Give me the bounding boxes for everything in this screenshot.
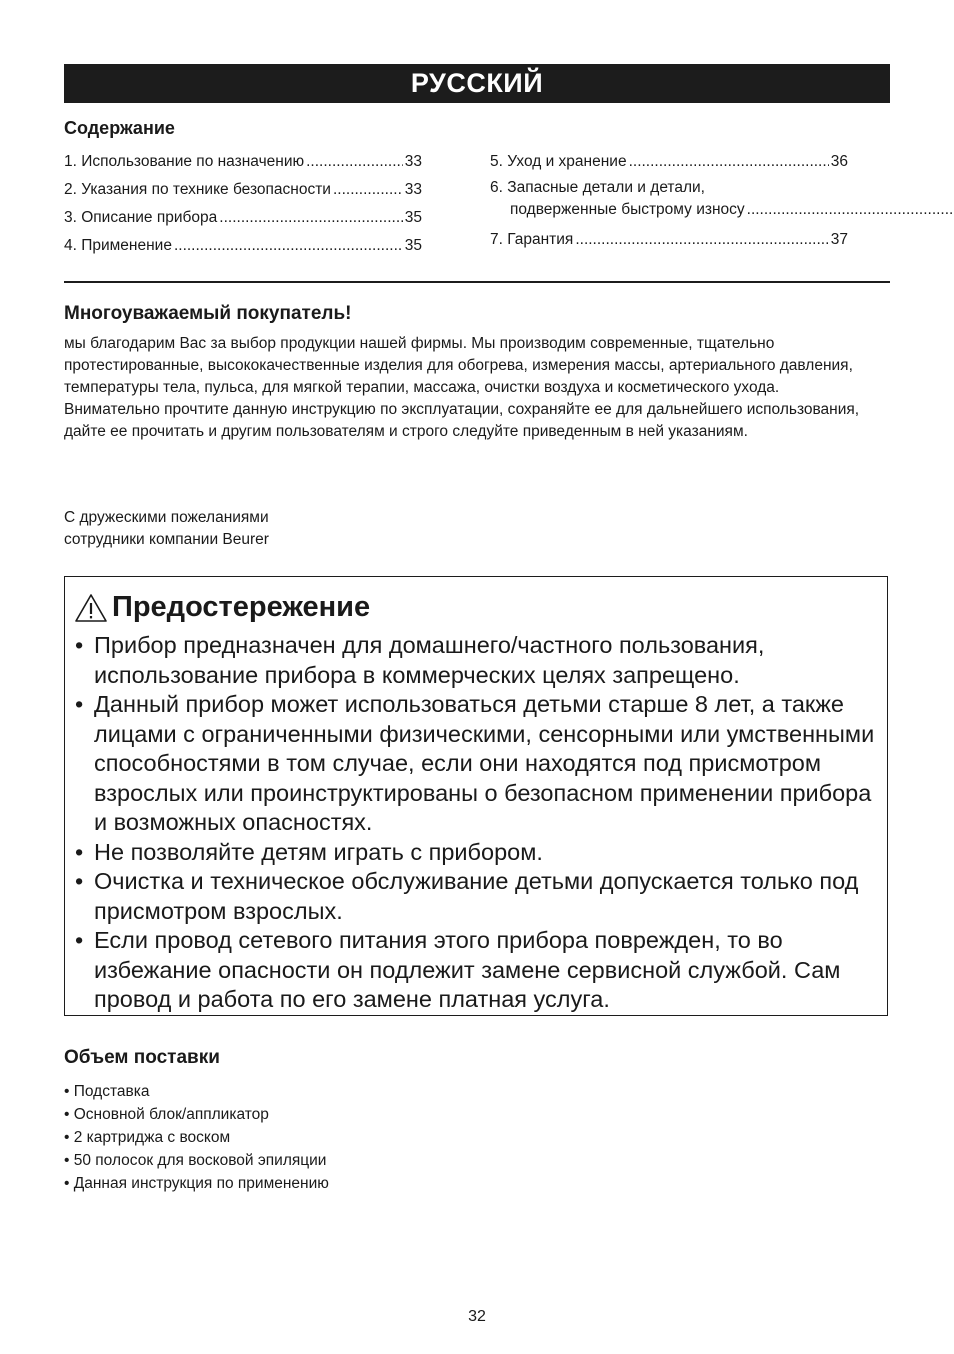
toc-entry-text: 3. Описание прибора: [64, 209, 218, 226]
supply-item: • Подставка: [64, 1083, 150, 1100]
intro-text: [64, 333, 890, 443]
toc-entry[interactable]: [490, 171, 848, 221]
supply-item: • Основной блок/аппликатор: [64, 1106, 269, 1123]
toc-leader-dots: [747, 199, 954, 221]
toc-entry-page: 37: [830, 231, 848, 248]
warning-item: [75, 631, 875, 690]
bullet: •: [75, 868, 84, 894]
toc-entry-text: 7. Гарантия: [490, 231, 574, 248]
warning-item-text: Прибор предназначен для домашнего/частного пользования, использование прибора в коммерческих целях запрещено.: [94, 632, 765, 688]
toc-title: Содержание: [64, 118, 175, 138]
supply-item: • Данная инструкция по применению: [64, 1175, 329, 1192]
bullet: •: [75, 838, 84, 865]
toc-entry-text: 4. Применение: [64, 237, 172, 254]
toc-entry[interactable]: [490, 221, 848, 249]
toc-entry-text: 5. Уход и хранение: [490, 153, 627, 170]
toc-entry-text: 2. Указания по технике безопасности: [64, 181, 331, 198]
supply-item: • 2 картриджа с воском: [64, 1129, 231, 1146]
bullet: •: [75, 927, 84, 953]
toc-leader-dots: [629, 153, 829, 171]
toc-leader-dots: [306, 153, 403, 171]
toc-entry[interactable]: [490, 143, 848, 171]
toc-entry-page: 35: [404, 237, 422, 254]
toc-entry-page: 33: [404, 153, 422, 170]
warning-item-text: Очистка и техническое обслуживание детьми допускается только под присмотром взрослых.: [94, 868, 859, 924]
greeting-heading: Многоуважаемый покупатель!: [64, 303, 352, 324]
warning-box: [64, 576, 888, 1016]
warning-title: Предостережение: [112, 591, 371, 623]
bullet: •: [75, 691, 84, 717]
warning-triangle-icon: [74, 593, 108, 623]
toc-entry-body: [490, 177, 954, 221]
toc-left-column: [64, 143, 422, 255]
toc-entry-line2: [490, 199, 954, 221]
warning-list: [75, 631, 875, 1015]
signature-line: С дружескими пожеланиями: [64, 509, 269, 526]
toc-right-column: [490, 143, 848, 249]
signature-block: [64, 507, 269, 551]
warning-item: [75, 926, 875, 1015]
toc-entry-text-line1: 6. Запасные детали и детали,: [490, 179, 705, 196]
toc-entry[interactable]: [64, 171, 422, 199]
toc-entry-text: подверженные быстрому износу: [510, 201, 745, 218]
toc-entry-page: 33: [404, 181, 422, 198]
section-divider: [64, 281, 890, 283]
toc-entry-page: 35: [404, 209, 422, 226]
warning-item: [75, 867, 875, 926]
toc-entry[interactable]: [64, 227, 422, 255]
warning-item: [75, 690, 875, 838]
warning-item-text: Если провод сетевого питания этого прибора поврежден, то во избежание опасности он подлежит замене сервисной службой. Сам провод и работа по его замене платная услуга.: [94, 927, 841, 1012]
warning-header: [74, 591, 370, 624]
intro-paragraph: Внимательно прочтите данную инструкцию по эксплуатации, сохраняйте ее для дальнейшего использования, дайте ее прочитать и другим пользователям и строго следуйте приведенным в ней указаниям.: [64, 401, 860, 440]
toc-entry-page: 36: [830, 153, 848, 170]
warning-item-text: Данный прибор может использоваться детьми старше 8 лет, а также лицами с ограниченными физическими, сенсорными или умственными способностями в том случае, если они находятся под присмотром взрослых или проинструктированы о безопасном применении прибора и возможных опасностях.: [94, 691, 875, 835]
supply-item: • 50 полосок для восковой эпиляции: [64, 1152, 327, 1169]
intro-paragraph: мы благодарим Вас за выбор продукции нашей фирмы. Мы производим современные, тщательно протестированные, высококачественные изделия для обогрева, измерения массы, артериального давления, температуры тела, пульса, для мягкой терапии, массажа, очистки воздуха и косметического ухода.: [64, 335, 853, 396]
toc-entry[interactable]: [64, 199, 422, 227]
supply-heading: Объем поставки: [64, 1047, 220, 1068]
warning-item: [75, 838, 875, 868]
toc-leader-dots: [219, 209, 402, 227]
language-banner: РУССКИЙ: [64, 64, 890, 103]
signature-line: сотрудники компании Beurer: [64, 531, 269, 548]
bullet: •: [75, 632, 84, 658]
page-number: 32: [468, 1308, 486, 1325]
toc-leader-dots: [174, 237, 403, 255]
warning-item-text: Не позволяйте детям играть с прибором.: [94, 838, 543, 865]
toc-leader-dots: [333, 181, 403, 199]
supply-list: [64, 1080, 329, 1195]
toc-entry[interactable]: [64, 143, 422, 171]
toc-leader-dots: [575, 231, 828, 249]
toc-entry-text: 1. Использование по назначению: [64, 153, 305, 170]
